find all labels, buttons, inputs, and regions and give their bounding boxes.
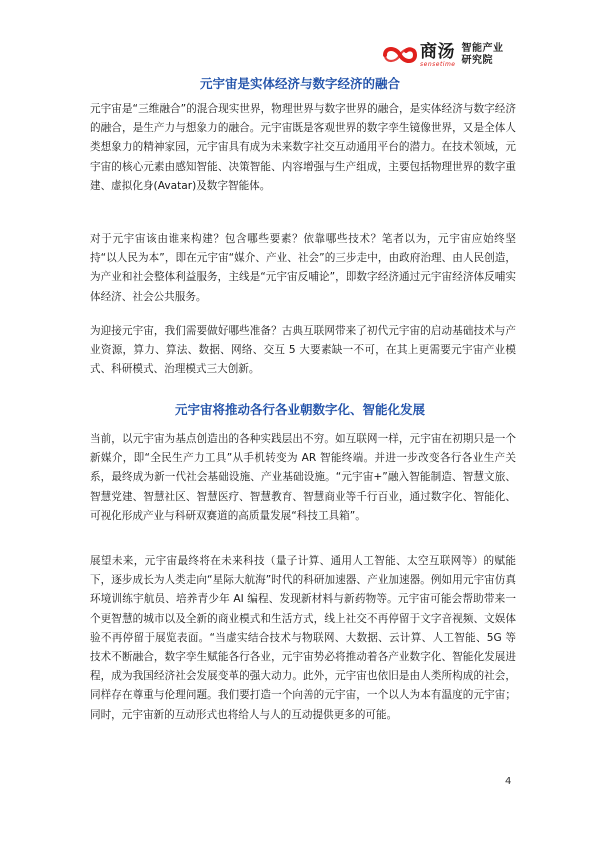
- logo-institute: [462, 43, 504, 67]
- section-heading-2: 元宇宙将推动各行各业朝数字化、智能化发展: [174, 402, 425, 417]
- paragraph: 对于元宇宙该由谁来构建？包含哪些要素？依靠哪些技术？笔者以为，元宇宙应始终坚持“以人民为本”，即在元宇宙“媒介、产业、社会”的三步走中，由政府治理、由人民创造，为产业和社会整体利益服务，主线是“元宇宙反哺论”，即数字经济通过元宇宙经济体反哺实体经济、社会公共服务。: [90, 233, 516, 303]
- section-heading-1: 元宇宙是实体经济与数字经济的融合: [199, 76, 400, 91]
- page-number: 4: [505, 776, 512, 787]
- paragraph: 元宇宙是“三维融合”的混合现实世界，物理世界与数字世界的融合，是实体经济与数字经济的融合，是生产力与想象力的融合。元宇宙既是客观世界的数字孪生镜像世界，又是全体人类想象力的精神家园，元宇宙具有成为未来数字社交互动通用平台的潜力。在技术领域，元宇宙的核心元素由感知智能、决策智能、内容增强与生产组成，主要包括物理世界的数字重建、虚拟化身(Avatar)及数字智能体。: [90, 103, 516, 192]
- sensetime-logo-icon: [382, 44, 418, 66]
- paragraph: 为迎接元宇宙，我们需要做好哪些准备？古典互联网带来了初代元宇宙的启动基础技术与产业资源，算力、算法、数据、网络、交互 5 大要素缺一不可，在其上更需要元宇宙产业模式、科研模式、治理模式三大创新。: [90, 325, 516, 376]
- logo-brand-en: sensetime: [420, 60, 456, 68]
- sensetime-logo: [382, 40, 504, 70]
- paragraph: 展望未来，元宇宙最终将在未来科技（量子计算、通用人工智能、太空互联网等）的赋能下，逐步成长为人类走向“星际大航海”时代的科研加速器、产业加速器。例如用元宇宙仿真环境训练宇航员、培养青少年 AI 编程、发现新材料与新药物等。元宇宙可能会帮助带来一个更智慧的城市以及全新的商业模式和生活方式，线上社交不再停留于文字音视频、文娱体验不再停留于展览表面。“当虚实结合技术与物联网、大数据、云计算、人工智能、5G 等技术不断融合，数字孪生赋能各行各业，元宇宙势必将推动着各产业数字化、智能化发展进程，成为我国经济社会发展变革的强大动力。此外，元宇宙也依旧是由人类所构成的社会，同样存在尊重与伦理问题。我们要打造一个向善的元宇宙，一个以人为本有温度的元宇宙；同时，元宇宙新的互动形式也将给人与人的互动提供更多的可能。: [90, 555, 516, 721]
- logo-brand-cn: 商汤: [420, 41, 455, 62]
- paragraph: 当前，以元宇宙为基点创造出的各种实践层出不穷。如互联网一样，元宇宙在初期只是一个新媒介，即“全民生产力工具”从手机转变为 AR 智能终端。并进一步改变各行各业生产关系，最终成为新一代社会基础设施、产业基础设施。“元宇宙+”融入智能制造、智慧文旅、智慧党建、智慧社区、智慧医疗、智慧教育、智慧商业等千行百业，通过数字化、智能化、可视化形成产业与科研双赛道的高质量发展“科技工具箱”。: [90, 433, 516, 522]
- logo-brand: [420, 43, 456, 68]
- logo-institute-line2: 研究院: [461, 55, 493, 66]
- logo-institute-line1: 智能产业: [461, 43, 504, 54]
